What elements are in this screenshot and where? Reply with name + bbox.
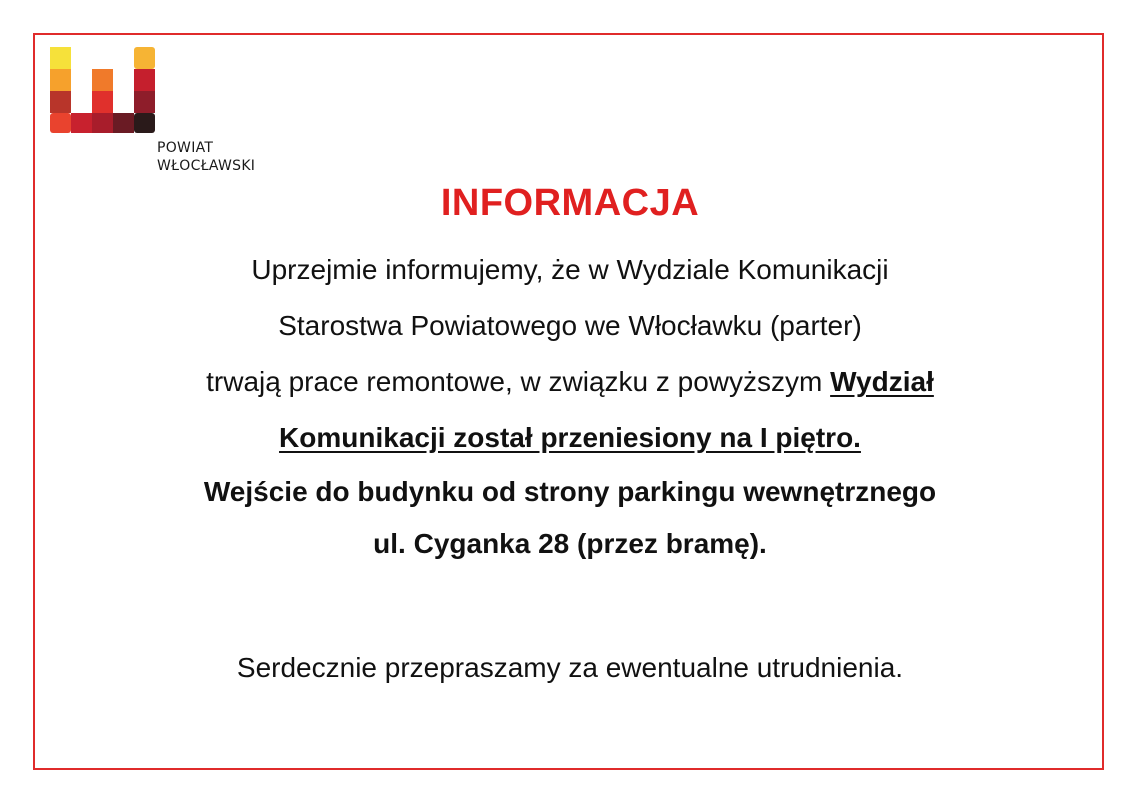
entrance-line: Wejście do budynku od strony parkingu wewnętrznego	[203, 476, 937, 507]
paragraph-line: Uprzejmie informujemy, że w Wydziale Komunikacji	[251, 254, 889, 285]
paragraph-line-text: trwają prace remontowe, w związku z powyższym	[206, 366, 831, 397]
notice-paragraph-entrance	[0, 466, 1140, 570]
notice-apology: Serdecznie przepraszamy za ewentualne utrudnienia.	[236, 652, 904, 683]
logo-mark-icon	[50, 47, 160, 137]
emphasis-department: Wydział	[830, 366, 934, 397]
paragraph-line	[0, 354, 1140, 410]
notice-paragraph-main	[0, 242, 1140, 466]
logo-text-wloclawski: WŁOCŁAWSKI	[157, 158, 256, 174]
logo-wordmark	[157, 139, 255, 175]
logo-text-powiat: POWIAT	[157, 140, 214, 156]
entrance-address: ul. Cyganka 28 (przez bramę).	[373, 528, 767, 559]
paragraph-line: Starostwa Powiatowego we Włocławku (parter)	[278, 310, 862, 341]
emphasis-moved-floor: Komunikacji został przeniesiony na I piętro.	[279, 422, 861, 453]
notice-title: INFORMACJA	[440, 182, 700, 224]
powiat-logo	[50, 47, 290, 187]
